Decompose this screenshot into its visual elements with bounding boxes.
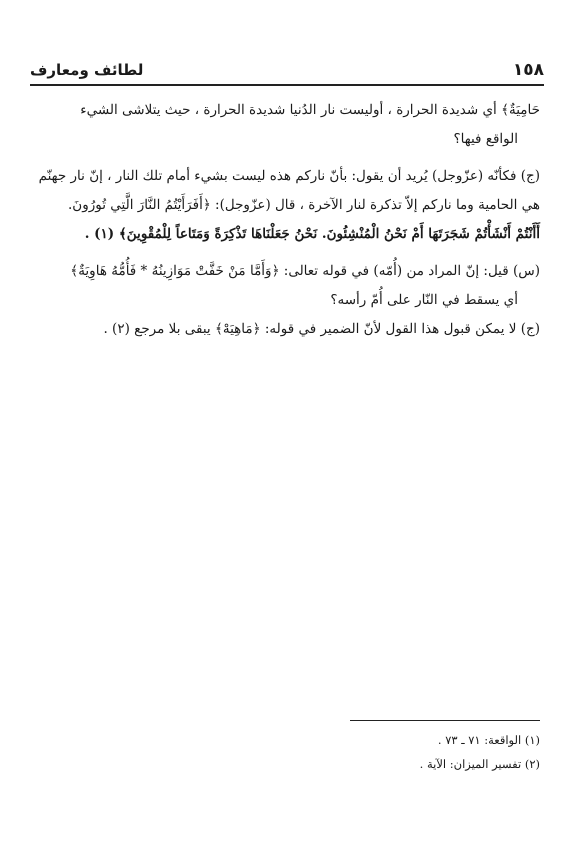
- answer-paragraph-line: (ج) لا يمكن قبول هذا القول لأنّ الضمير في قوله: ﴿مَاهِيَهْ﴾ يبقى بلا مرجع (٢) .: [103, 321, 540, 337]
- footnotes: [34, 728, 540, 776]
- page-number: ١٥٨: [512, 60, 544, 80]
- header-rule: [30, 84, 544, 86]
- running-title: لطائف ومعارف: [30, 61, 144, 79]
- quran-verse-line: أَأَنْتُمْ أَنْشَأْتُمْ شَجَرَتَهَا أَمْ نَحْنُ الْمُنْشِئُونَ. نَحْنُ جَعَلْنَاهَا تَذْكِرَةً وَمَتَاعاً لِلْمُقْوِينَ﴾ (١) .: [84, 226, 540, 242]
- answer-paragraph-line: (ج) فكأنّه (عزّوجل) يُريد أن يقول: بأنّ ناركم هذه ليست بشيء أمام تلك النار ، إنّ نار جهنّم: [38, 168, 540, 184]
- body-line: هي الحامية وما ناركم إلاّ تذكرة لنار الآخرة ، قال (عزّوجل): ﴿أَفَرَأَيْتُمُ النَّارَ الَّتِي تُورُونَ.: [68, 197, 540, 213]
- page-body: [34, 96, 540, 344]
- footnote: (٢) تفسير الميزان: الآية .: [419, 757, 540, 771]
- body-line: أي يسقط في النّار على أُمّ رأسه؟: [330, 292, 518, 308]
- body-line: حَامِيَةٌ﴾ أي شديدة الحرارة ، أوليست نار الدُنيا شديدة الحرارة ، حيث يتلاشى الشيء: [80, 102, 540, 118]
- footnote-rule: [350, 720, 540, 721]
- page-header: [30, 58, 544, 80]
- body-line: الواقع فيها؟: [453, 131, 518, 147]
- footnote: (١) الواقعة: ٧١ ـ ٧٣ .: [437, 733, 540, 747]
- question-paragraph-line: (س) قيل: إنّ المراد من (أُمّه) في قوله تعالى: ﴿وَأَمَّا مَنْ خَفَّتْ مَوَازِينُهُ * فَأُمُّهُ هَاوِيَةٌ﴾: [70, 263, 540, 279]
